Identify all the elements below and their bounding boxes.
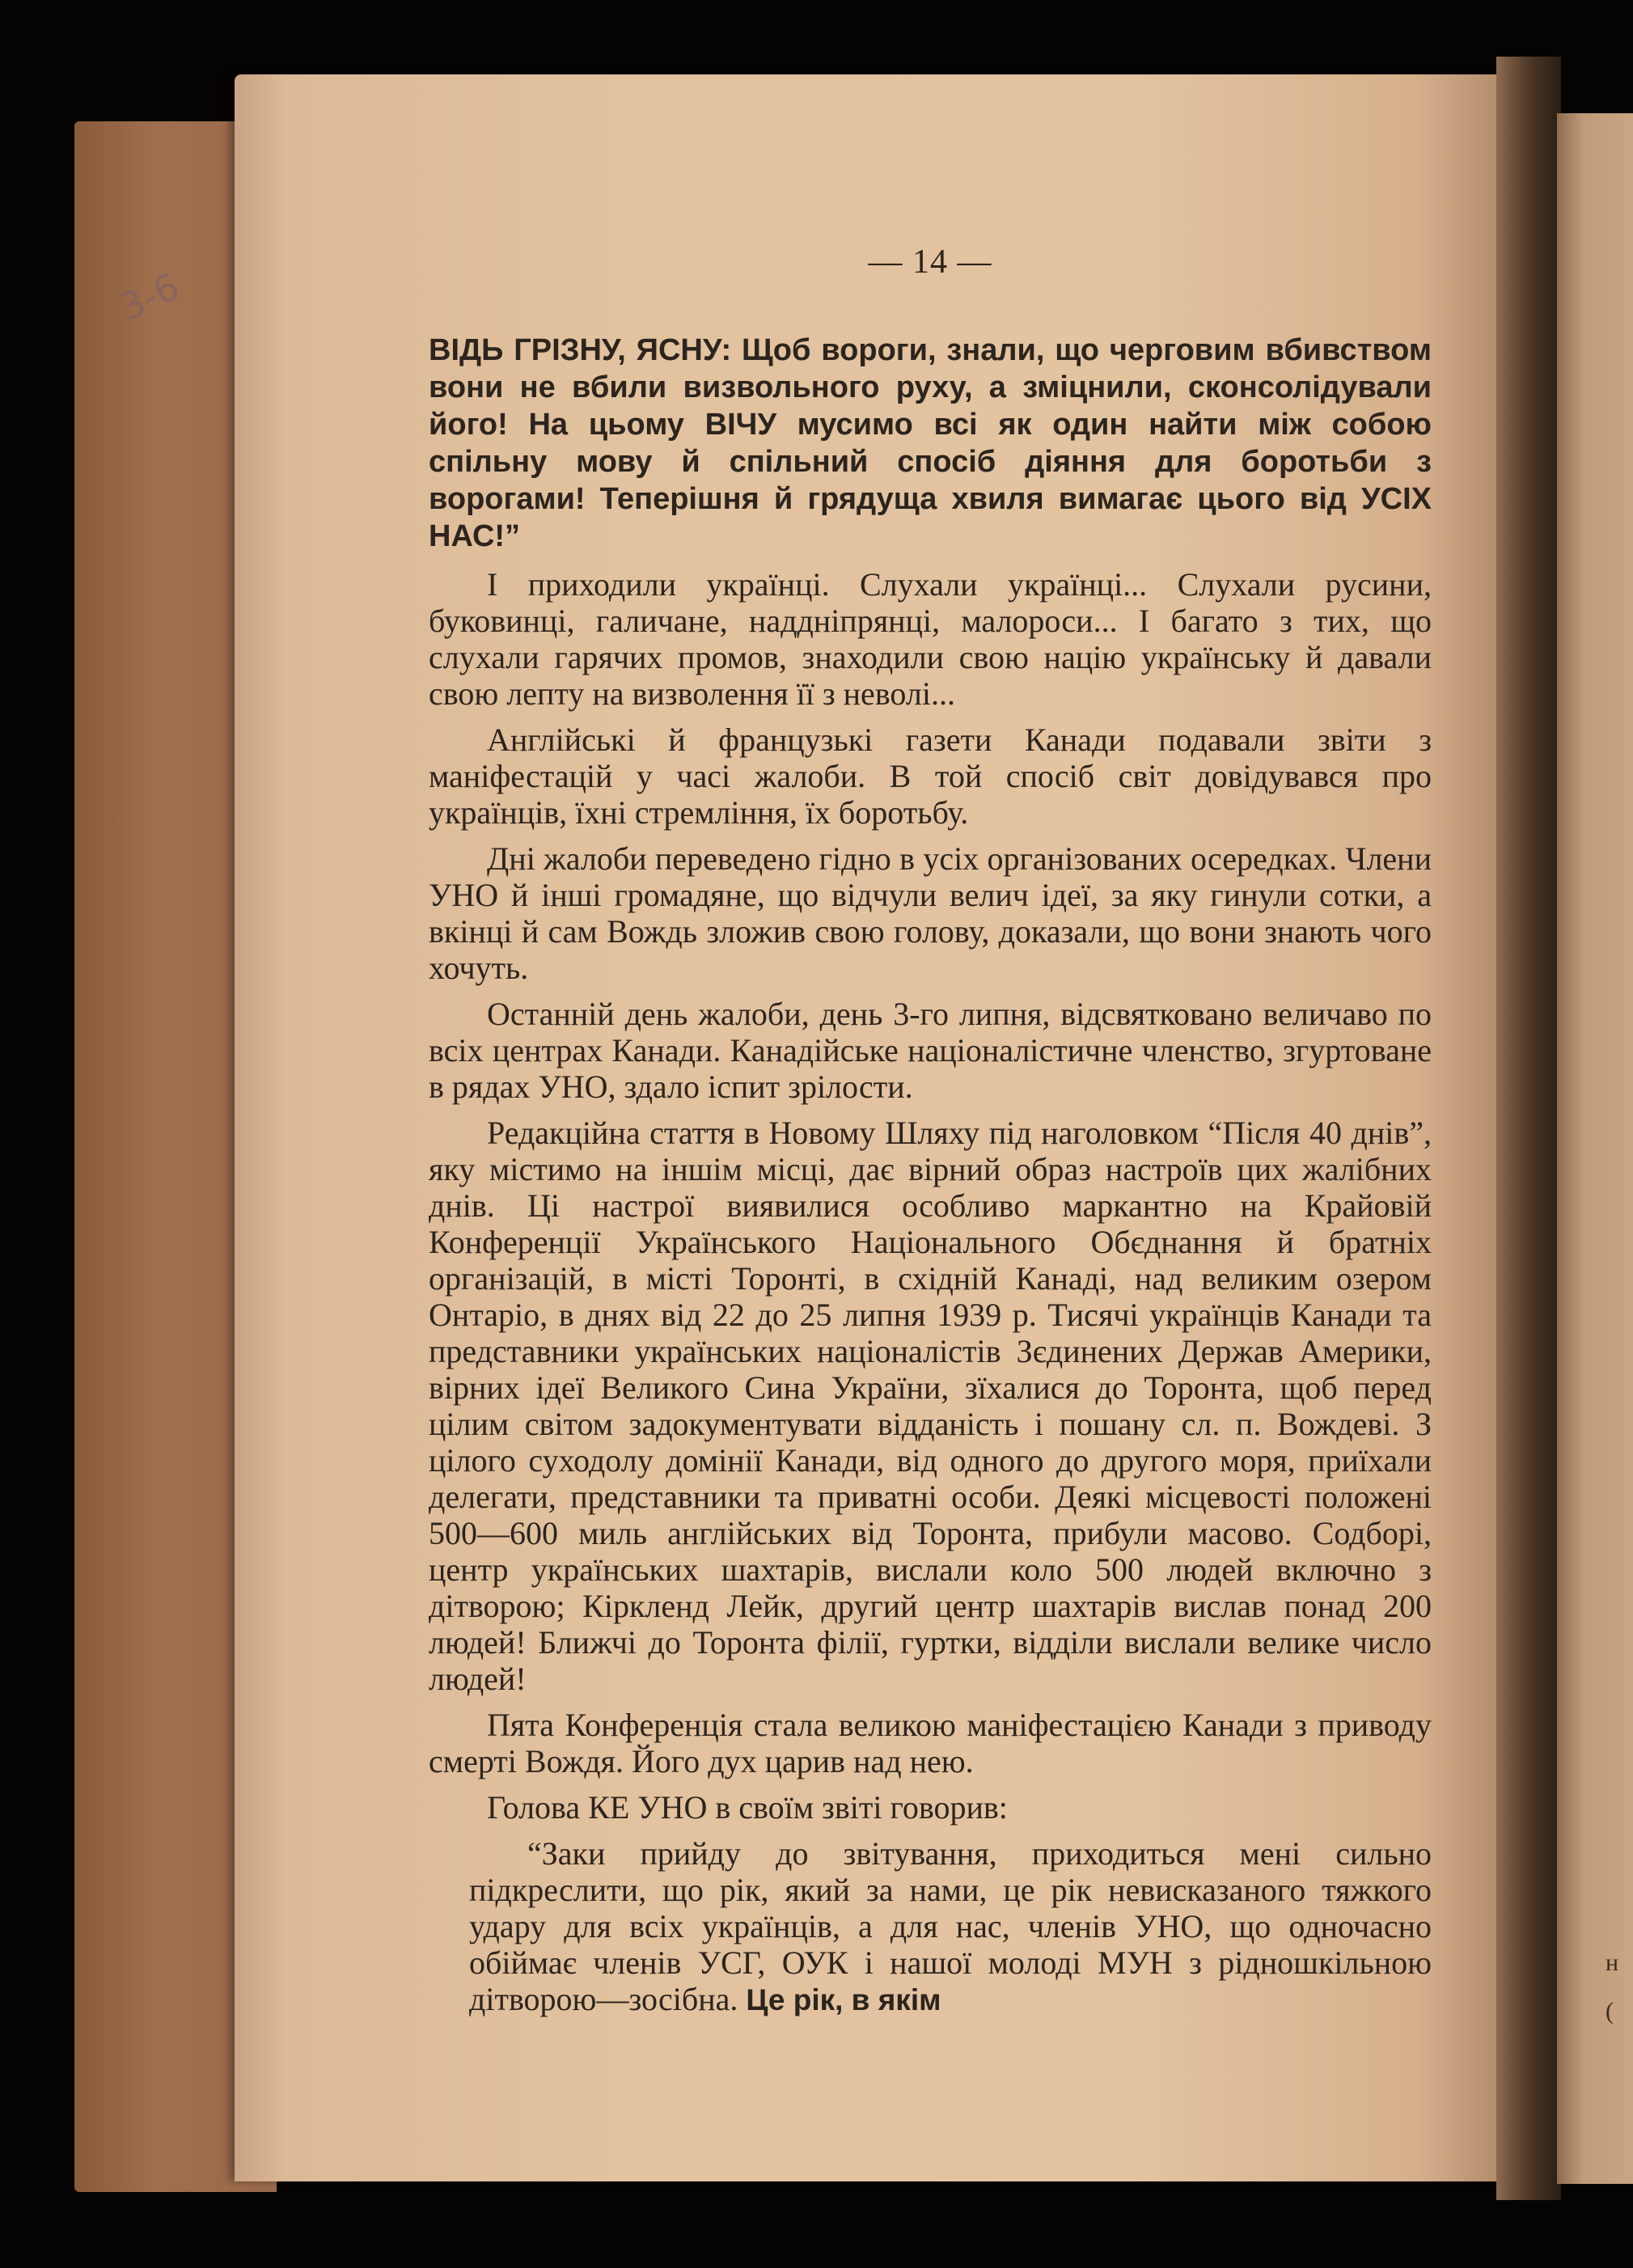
- quote-bold-tail: Це рік, в якім: [746, 1983, 941, 2016]
- page-number: — 14 —: [868, 243, 992, 281]
- next-page-mark: (: [1606, 1998, 1614, 2025]
- quote-paragraph: [429, 1835, 1432, 2018]
- paragraph: І приходили українці. Слухали українці... Слухали русини, буковинці, галичане, наддніпрянці, малороси... І багато з тих, що слухали гарячих промов, знаходили свою націю українську й давали свою лепту на визволення її з неволі...: [429, 566, 1432, 712]
- next-page-mark: н: [1606, 1949, 1619, 1976]
- page-text: [429, 243, 1432, 2028]
- paragraph: Пята Конференція стала великою маніфестацією Канади з приводу смерті Вождя. Його дух царив над нею.: [429, 1707, 1432, 1779]
- paragraph: Дні жалоби переведено гідно в усіх організованих осередках. Члени УНО й інші громадяне, що відчули велич ідеї, за яку гинули сотки, а вкінці й сам Вождь зложив свою голову, доказали, що вони знають чого хочуть.: [429, 840, 1432, 986]
- next-page-edge: [1557, 113, 1633, 2184]
- bold-lead-paragraph: ВІДЬ ГРІЗНУ, ЯСНУ: Щоб вороги, знали, що черговим вбивством вони не вбили визвольного руху, а зміцнили, сконсолідували його! На цьому ВІЧУ мусимо всі як один найти між собою спільну мову й спільний спосіб діяння для боротьби з ворогами! Теперішня й грядуща хвиля вимагає цього від УСІХ НАС!”: [429, 333, 1432, 553]
- pencil-margin-note: 3-6: [112, 264, 187, 330]
- paragraph: Редакційна стаття в Новому Шляху під наголовком “Після 40 днів”, яку містимо на іншім місці, дає вірний образ настроїв цих жалібних днів. Ці настрої виявилися особливо маркантно на Крайовій Конференції Українського Національного Обєднання й братніх організацій, в місті Торонті, в східній Канаді, над великим озером Онтаріо, в днях від 22 до 25 липня 1939 р. Тисячі українців Канади та представники українських націоналістів Зєдинених Держав Америки, вірних ідеї Великого Сина України, зїхалися до Торонта, щоб перед цілим світом задокументувати відданість і пошану сл. п. Вождеві. З цілого суходолу домінії Канади, від одного до другого моря, приїхали делегати, представники та приватні особи. Деякі місцевості положені 500—600 миль англійських від Торонта, прибули масово. Содборі, центр українських шахтарів, вислали коло 500 людей включно з дітворою; Кіркленд Лейк, другий центр шахтарів вислав понад 200 людей! Ближчі до Торонта філії, гуртки, відділи вислали велике число людей!: [429, 1115, 1432, 1697]
- book-gutter: [1496, 57, 1561, 2200]
- paragraph: Останній день жалоби, день 3-го липня, відсвятковано величаво по всіх центрах Канади. Канадійське націоналістичне членство, згуртоване в рядах УНО, здало іспит зрілости.: [429, 996, 1432, 1105]
- paragraph: Англійські й французькі газети Канади подавали звіти з маніфестацій у часі жалоби. В той спосіб світ довідувався про українців, їхні стремління, їх боротьбу.: [429, 721, 1432, 831]
- quote-text: “Заки прийду до звітування, приходиться мені сильно підкреслити, що рік, який за нами, це рік невисказаного тяжкого удару для всіх українців, а для нас, членів УНО, що одночасно обіймає членів УСГ, ОУК і нашої молоді МУН з рідношкільною дітворою—зосібна.: [469, 1835, 1432, 2017]
- paragraph: Голова КЕ УНО в своїм звіті говорив:: [487, 1789, 1008, 1826]
